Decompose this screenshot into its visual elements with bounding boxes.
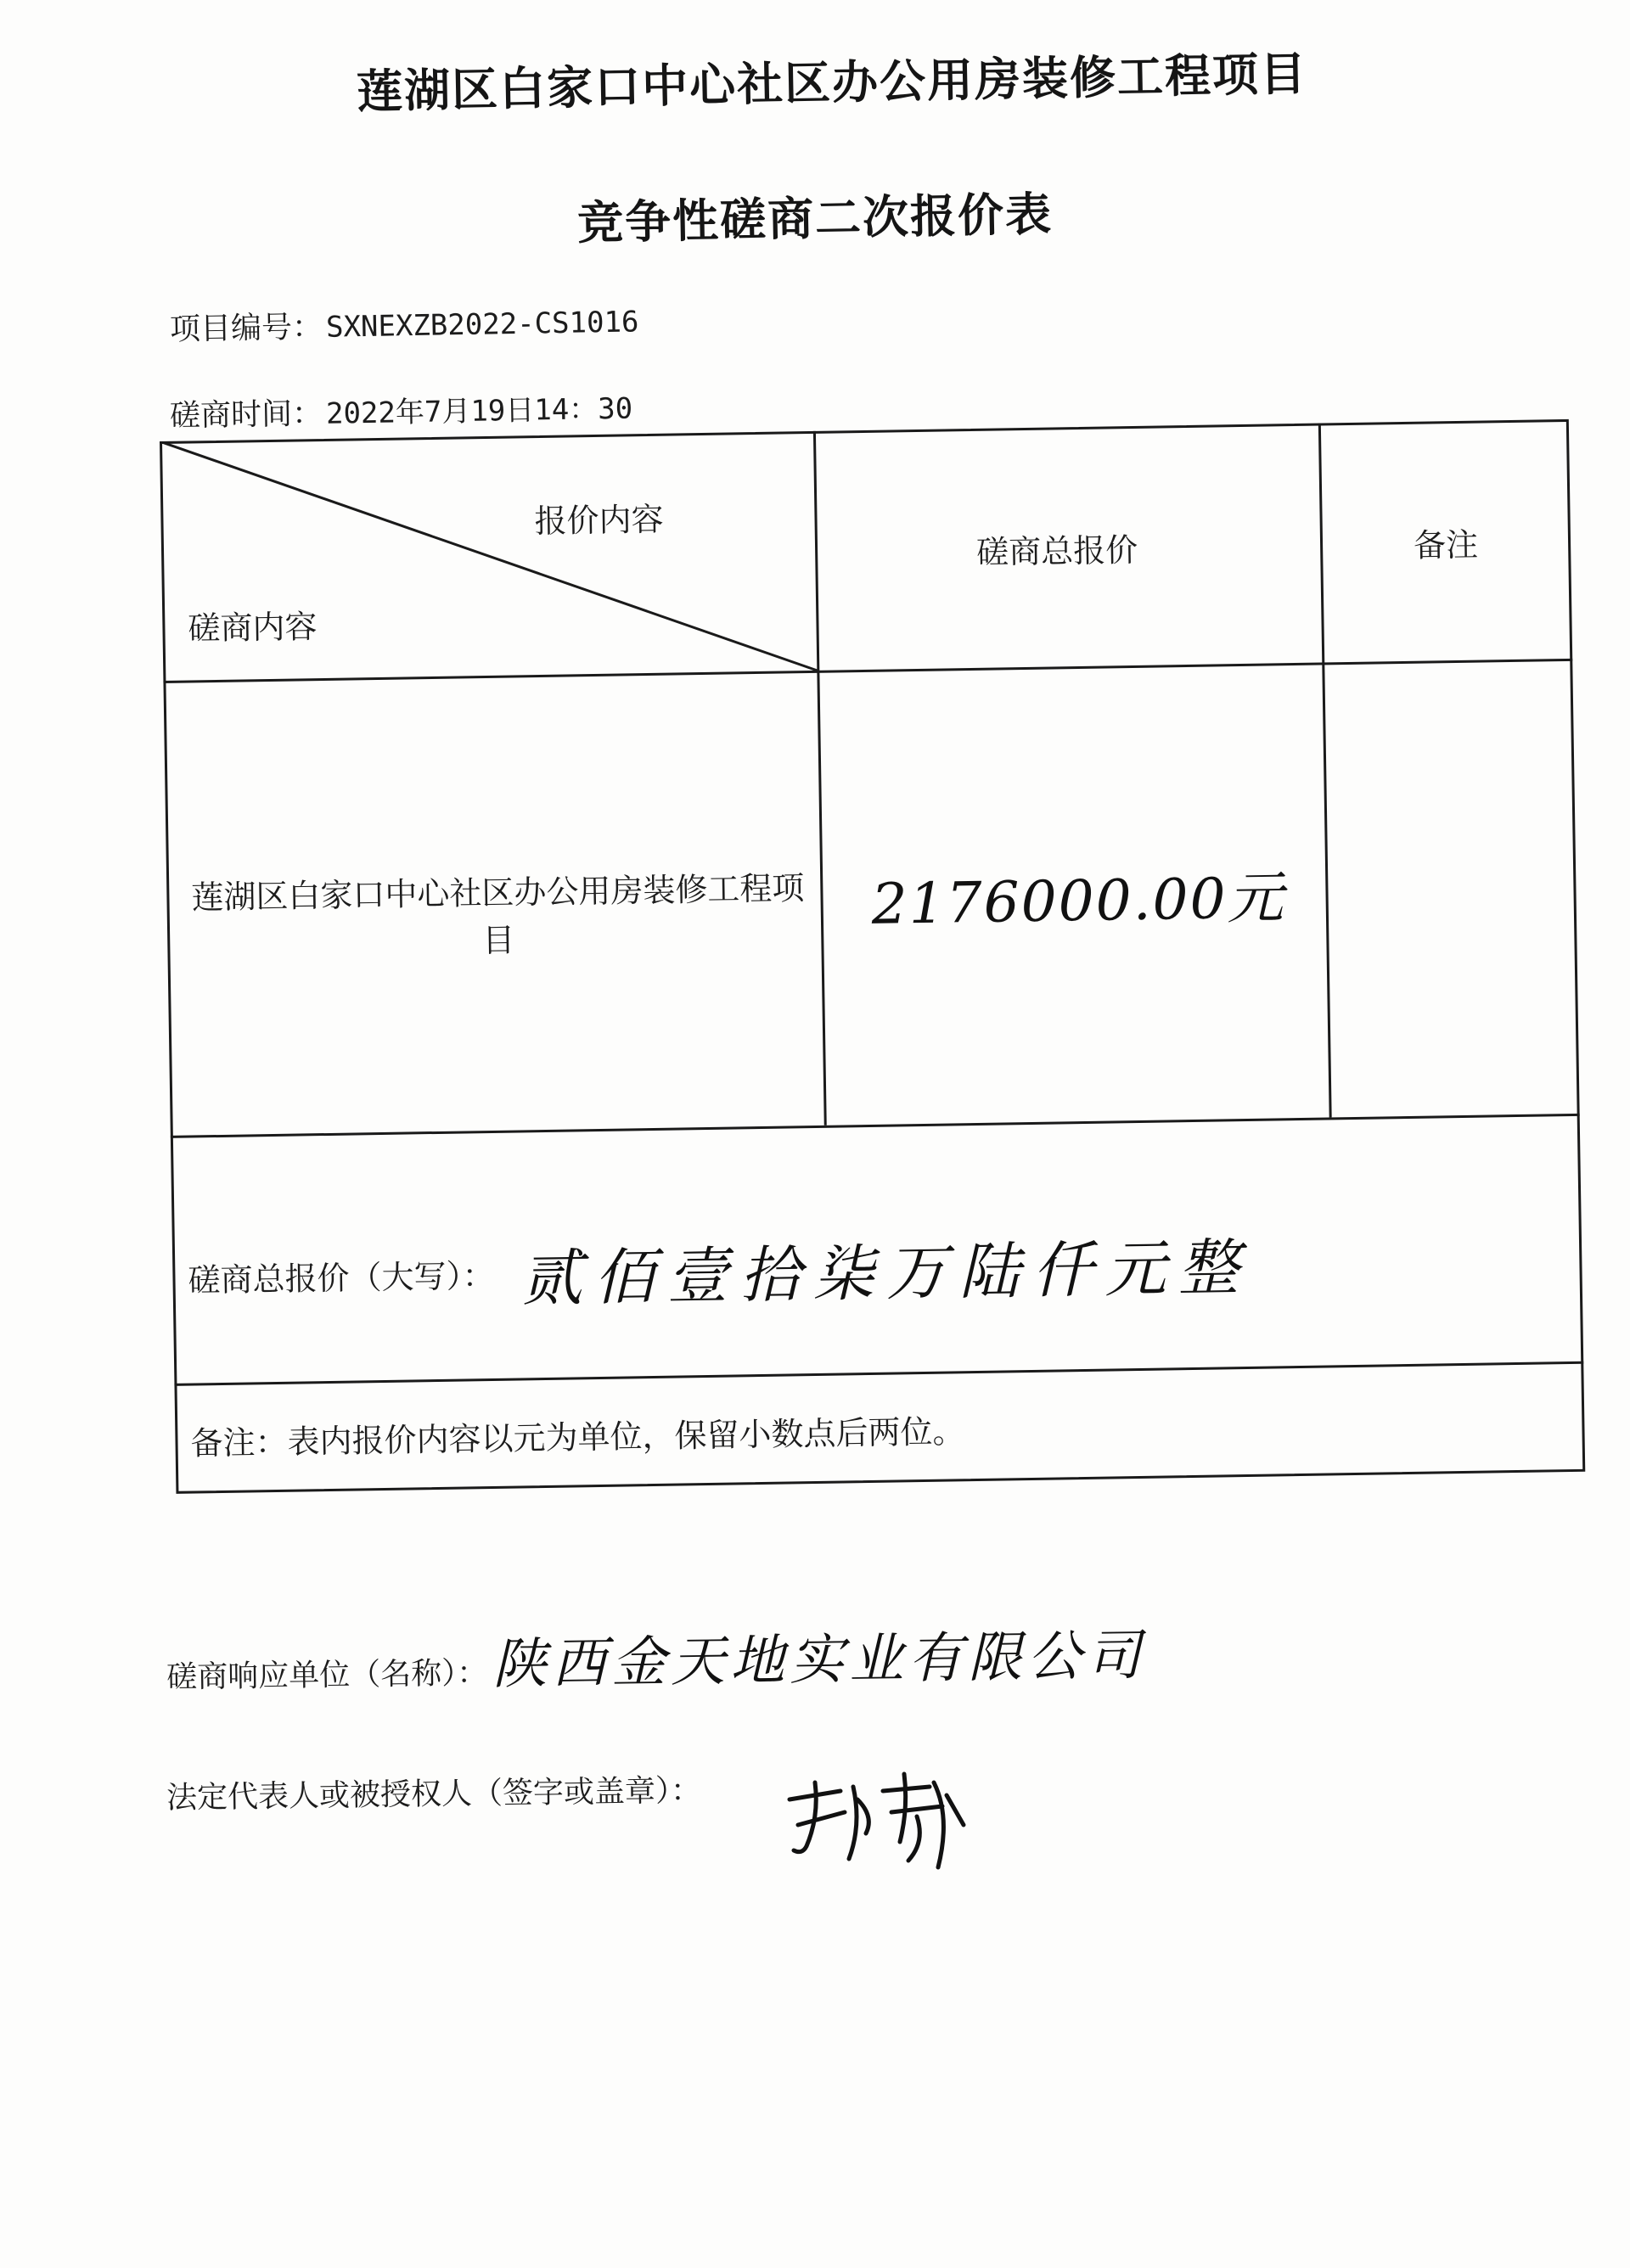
responding-unit-line (166, 1612, 1146, 1704)
header-total-quote: 磋商总报价 (975, 531, 1138, 571)
table-note: 备注：表内报价内容以元为单位，保留小数点后两位。 (190, 1412, 965, 1462)
uppercase-total-label: 磋商总报价（大写）： (188, 1256, 495, 1300)
consultation-time-label: 磋商时间： (169, 396, 323, 434)
quote-table (160, 419, 1585, 1494)
consultation-time-line (170, 384, 633, 435)
representative-label: 法定代表人或被授权人（签字或盖章）： (166, 1773, 702, 1816)
project-number-value: SXNEXZB2022-CS1016 (325, 305, 639, 345)
project-number-line (170, 297, 639, 349)
project-number-label: 项目编号： (169, 309, 323, 347)
document-subtitle: 竞争性磋商二次报价表 (576, 187, 1054, 250)
responding-unit-handwritten: 陕西金天地实业有限公司 (492, 1624, 1147, 1697)
document-title: 莲湖区白家口中心社区办公用房装修工程项目 (356, 47, 1308, 119)
row-item-name: 莲湖区白家口中心社区办公用房装修工程项目 (191, 869, 805, 960)
uppercase-total-handwritten: 贰佰壹拾柒万陆仟元整 (520, 1231, 1252, 1315)
responding-unit-label: 磋商响应单位（名称）： (166, 1655, 488, 1695)
representative-line (166, 1766, 702, 1817)
header-quote-content: 报价内容 (534, 500, 664, 541)
consultation-time-value: 2022年7月19日14：30 (325, 391, 633, 431)
row-total-handwritten: 2176000.00元 (871, 865, 1286, 937)
signature-image (781, 1766, 976, 1876)
header-remark: 备注 (1413, 525, 1479, 564)
header-consultation-content: 磋商内容 (188, 608, 318, 648)
